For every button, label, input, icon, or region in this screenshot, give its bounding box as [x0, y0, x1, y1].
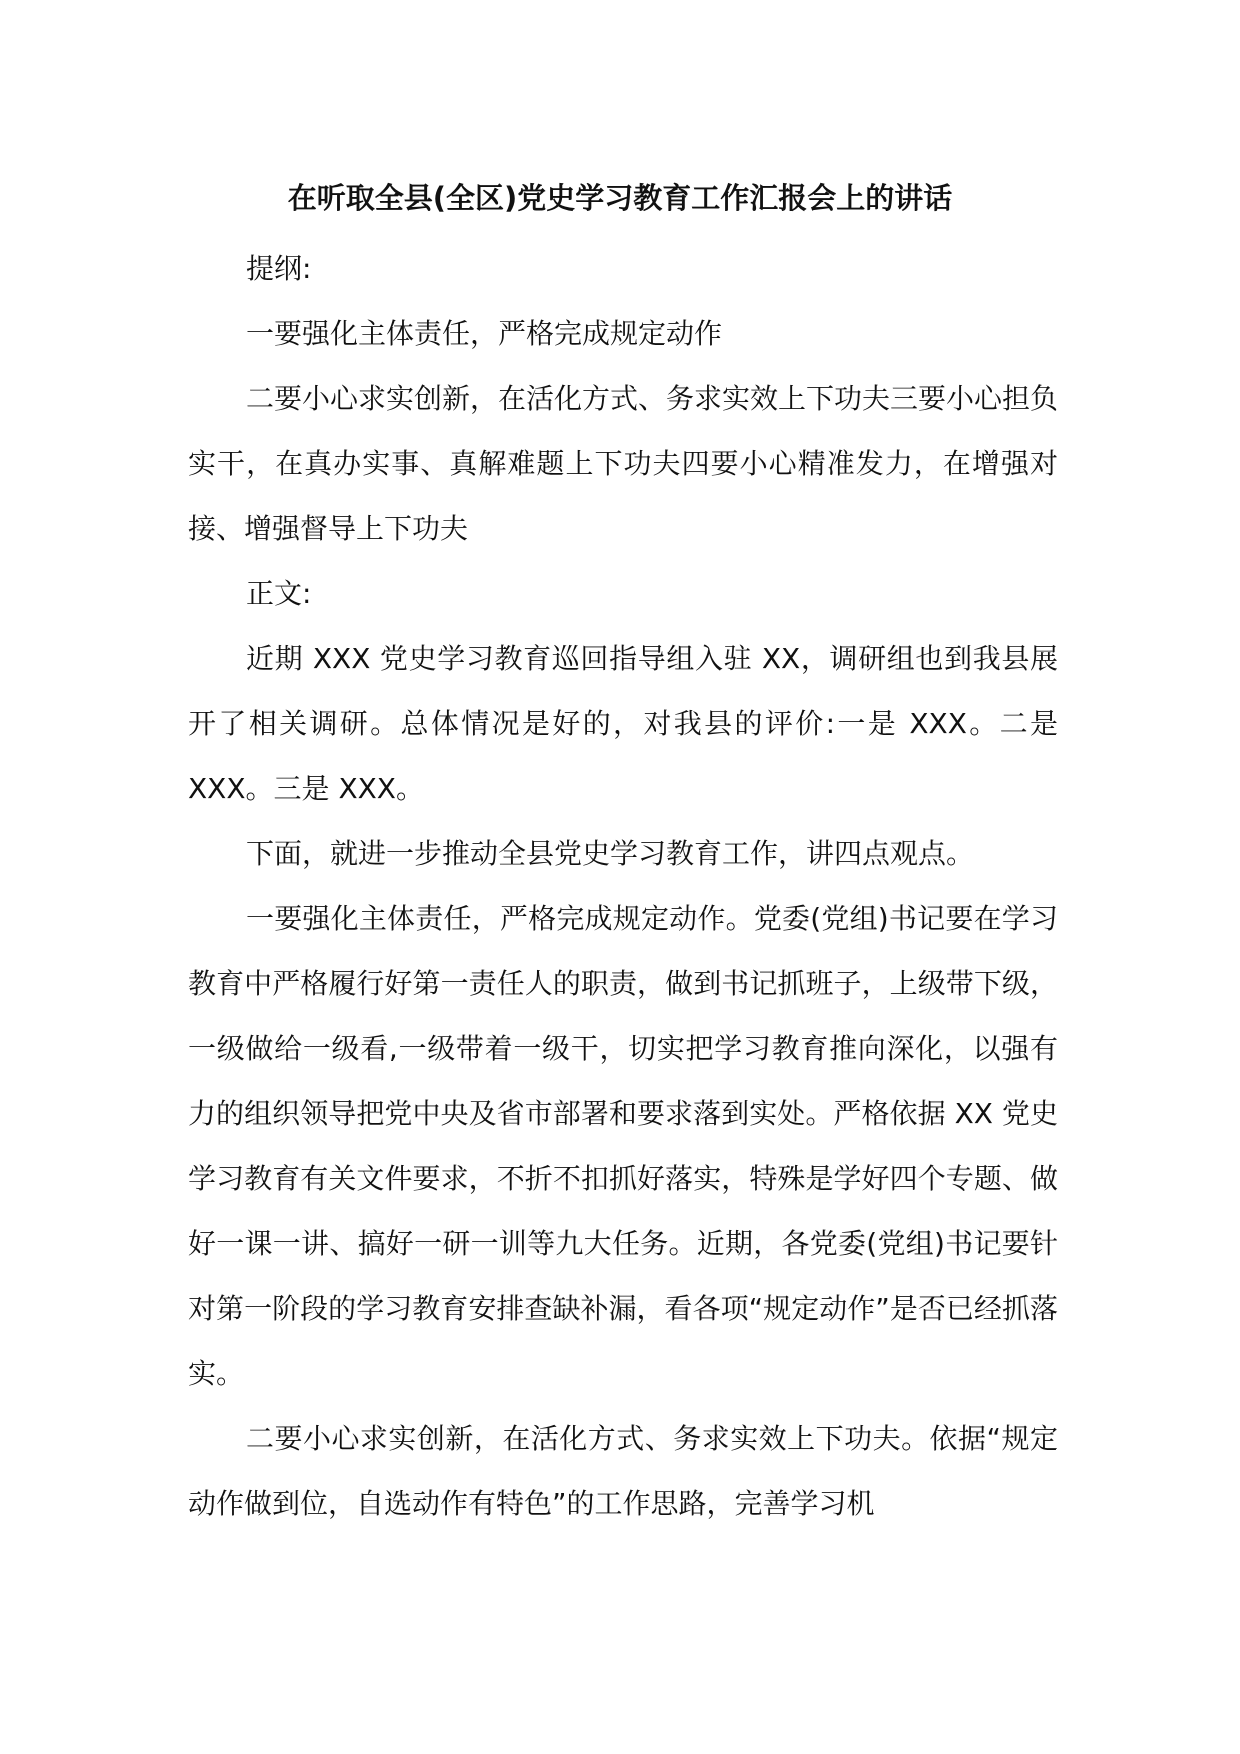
paragraph-outline-label: 提纲: — [246, 252, 312, 285]
paragraph-transition: 下面，就进一步推动全县党史学习教育工作，讲四点观点。 — [246, 837, 975, 870]
paragraph-intro: 近期 XXX 党史学习教育巡回指导组入驻 XX，调研组也到我县展开了相关调研。总体情况是好的，对我县的评价:一是 XXX。二是 XXX。三是 XXX。 — [188, 642, 1058, 805]
paragraph-outline-item-1: 一要强化主体责任，严格完成规定动作 — [246, 317, 723, 350]
paragraph-point-1: 一要强化主体责任，严格完成规定动作。党委(党组)书记要在学习教育中严格履行好第一责任人的职责，做到书记抓班子，上级带下级，一级做给一级看,一级带着一级干，切实把学习教育推向深化，以强有力的组织领导把党中央及省市部署和要求落到实处。严格依据 XX 党史学习教育有关文件要求，不折不扣抓好落实，特殊是学好四个专题、做好一课一讲、搞好一研一训等九大任务。近期，各党委(党组)书记要针对第一阶段的学习教育安排查缺补漏，看各项“规定动作”是否已经抓落实。 — [188, 902, 1058, 1390]
document-body — [188, 236, 1058, 1536]
paragraph-body-label: 正文: — [246, 577, 312, 610]
paragraph-point-2: 二要小心求实创新，在活化方式、务求实效上下功夫。依据“规定动作做到位，自选动作有特色”的工作思路，完善学习机 — [188, 1422, 1058, 1520]
paragraph-outline-items-2-4: 二要小心求实创新，在活化方式、务求实效上下功夫三要小心担负实干，在真办实事、真解难题上下功夫四要小心精准发力，在增强对接、增强督导上下功夫 — [188, 382, 1059, 545]
document-title: 在听取全县(全区)党史学习教育工作汇报会上的讲话 — [287, 181, 953, 215]
